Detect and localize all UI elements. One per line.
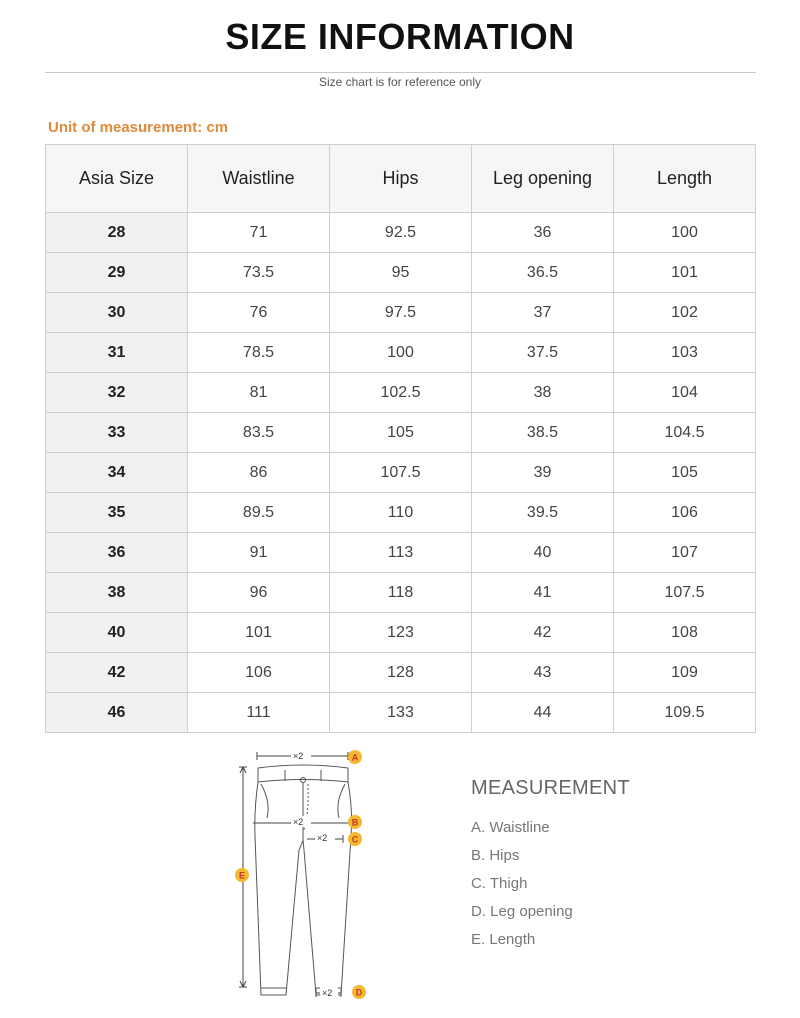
table-row bbox=[46, 213, 756, 253]
measurement-cell: 123 bbox=[330, 613, 472, 653]
table-row bbox=[46, 413, 756, 453]
column-header: Asia Size bbox=[46, 145, 188, 213]
unit-label: Unit of measurement: cm bbox=[48, 119, 229, 136]
list-item: C. Thigh bbox=[471, 875, 528, 892]
thigh-multiplier: ×2 bbox=[317, 833, 328, 843]
measurement-cell: 118 bbox=[330, 573, 472, 613]
measurement-cell: 101 bbox=[188, 613, 330, 653]
marker-d bbox=[352, 985, 366, 999]
measurement-cell: 100 bbox=[330, 333, 472, 373]
table-header-row bbox=[46, 145, 756, 213]
measurement-cell: 128 bbox=[330, 653, 472, 693]
pants-diagram bbox=[225, 740, 385, 1005]
table-row bbox=[46, 613, 756, 653]
size-cell: 36 bbox=[46, 533, 188, 573]
measurement-cell: 39.5 bbox=[472, 493, 614, 533]
measurement-cell: 40 bbox=[472, 533, 614, 573]
measurement-cell: 103 bbox=[614, 333, 756, 373]
measurement-cell: 37 bbox=[472, 293, 614, 333]
size-cell: 34 bbox=[46, 453, 188, 493]
measurement-cell: 42 bbox=[472, 613, 614, 653]
measurement-cell: 91 bbox=[188, 533, 330, 573]
measurement-cell: 109.5 bbox=[614, 693, 756, 733]
table-row bbox=[46, 333, 756, 373]
measurement-cell: 106 bbox=[614, 493, 756, 533]
size-cell: 42 bbox=[46, 653, 188, 693]
measurement-cell: 39 bbox=[472, 453, 614, 493]
measurement-cell: 83.5 bbox=[188, 413, 330, 453]
measurement-list bbox=[471, 817, 573, 957]
size-cell: 28 bbox=[46, 213, 188, 253]
table-row bbox=[46, 253, 756, 293]
measurement-cell: 36.5 bbox=[472, 253, 614, 293]
measurement-cell: 104 bbox=[614, 373, 756, 413]
svg-text:C: C bbox=[351, 834, 359, 845]
measurement-cell: 38.5 bbox=[472, 413, 614, 453]
size-cell: 46 bbox=[46, 693, 188, 733]
measurement-title: MEASUREMENT bbox=[471, 777, 630, 799]
table-row bbox=[46, 653, 756, 693]
table-row bbox=[46, 693, 756, 733]
measurement-cell: 105 bbox=[614, 453, 756, 493]
size-cell: 38 bbox=[46, 573, 188, 613]
size-cell: 32 bbox=[46, 373, 188, 413]
size-cell: 40 bbox=[46, 613, 188, 653]
measurement-cell: 97.5 bbox=[330, 293, 472, 333]
table-row bbox=[46, 573, 756, 613]
measurement-cell: 36 bbox=[472, 213, 614, 253]
measurement-cell: 109 bbox=[614, 653, 756, 693]
measurement-cell: 107.5 bbox=[614, 573, 756, 613]
size-cell: 29 bbox=[46, 253, 188, 293]
measurement-cell: 107.5 bbox=[330, 453, 472, 493]
measurement-cell: 110 bbox=[330, 493, 472, 533]
measurement-cell: 73.5 bbox=[188, 253, 330, 293]
measurement-cell: 113 bbox=[330, 533, 472, 573]
measurement-cell: 44 bbox=[472, 693, 614, 733]
measurement-cell: 111 bbox=[188, 693, 330, 733]
table-row bbox=[46, 453, 756, 493]
waist-multiplier: ×2 bbox=[293, 751, 304, 761]
column-header: Length bbox=[614, 145, 756, 213]
page-title: SIZE INFORMATION bbox=[225, 16, 575, 57]
list-item: A. Waistline bbox=[471, 819, 550, 836]
measurement-cell: 95 bbox=[330, 253, 472, 293]
svg-text:D: D bbox=[355, 987, 363, 998]
svg-text:A: A bbox=[351, 752, 359, 763]
size-cell: 35 bbox=[46, 493, 188, 533]
measurement-cell: 43 bbox=[472, 653, 614, 693]
measurement-cell: 107 bbox=[614, 533, 756, 573]
measurement-cell: 92.5 bbox=[330, 213, 472, 253]
measurement-cell: 102 bbox=[614, 293, 756, 333]
table-row bbox=[46, 373, 756, 413]
measurement-cell: 96 bbox=[188, 573, 330, 613]
size-cell: 31 bbox=[46, 333, 188, 373]
column-header: Hips bbox=[330, 145, 472, 213]
measurement-cell: 86 bbox=[188, 453, 330, 493]
column-header: Leg opening bbox=[472, 145, 614, 213]
size-table bbox=[45, 144, 756, 733]
marker-e bbox=[235, 868, 249, 882]
measurement-cell: 101 bbox=[614, 253, 756, 293]
measurement-cell: 78.5 bbox=[188, 333, 330, 373]
measurement-cell: 81 bbox=[188, 373, 330, 413]
marker-c bbox=[348, 832, 362, 846]
measurement-cell: 106 bbox=[188, 653, 330, 693]
title-divider bbox=[45, 72, 756, 73]
leg-opening-multiplier: ×2 bbox=[322, 988, 333, 998]
measurement-cell: 76 bbox=[188, 293, 330, 333]
measurement-cell: 37.5 bbox=[472, 333, 614, 373]
measurement-cell: 104.5 bbox=[614, 413, 756, 453]
column-header: Waistline bbox=[188, 145, 330, 213]
measurement-cell: 89.5 bbox=[188, 493, 330, 533]
table-row bbox=[46, 533, 756, 573]
measurement-cell: 100 bbox=[614, 213, 756, 253]
reference-note: Size chart is for reference only bbox=[318, 75, 482, 89]
table-row bbox=[46, 293, 756, 333]
list-item: E. Length bbox=[471, 931, 536, 948]
list-item: B. Hips bbox=[471, 847, 520, 864]
marker-b bbox=[348, 815, 362, 829]
size-cell: 33 bbox=[46, 413, 188, 453]
measurement-cell: 102.5 bbox=[330, 373, 472, 413]
table-row bbox=[46, 493, 756, 533]
measurement-cell: 108 bbox=[614, 613, 756, 653]
marker-a bbox=[348, 750, 362, 764]
hips-multiplier: ×2 bbox=[293, 817, 304, 827]
measurement-cell: 105 bbox=[330, 413, 472, 453]
measurement-cell: 41 bbox=[472, 573, 614, 613]
measurement-cell: 71 bbox=[188, 213, 330, 253]
svg-text:B: B bbox=[351, 817, 359, 828]
size-cell: 30 bbox=[46, 293, 188, 333]
measurement-cell: 38 bbox=[472, 373, 614, 413]
list-item: D. Leg opening bbox=[471, 903, 573, 920]
measurement-cell: 133 bbox=[330, 693, 472, 733]
svg-text:E: E bbox=[238, 870, 246, 881]
